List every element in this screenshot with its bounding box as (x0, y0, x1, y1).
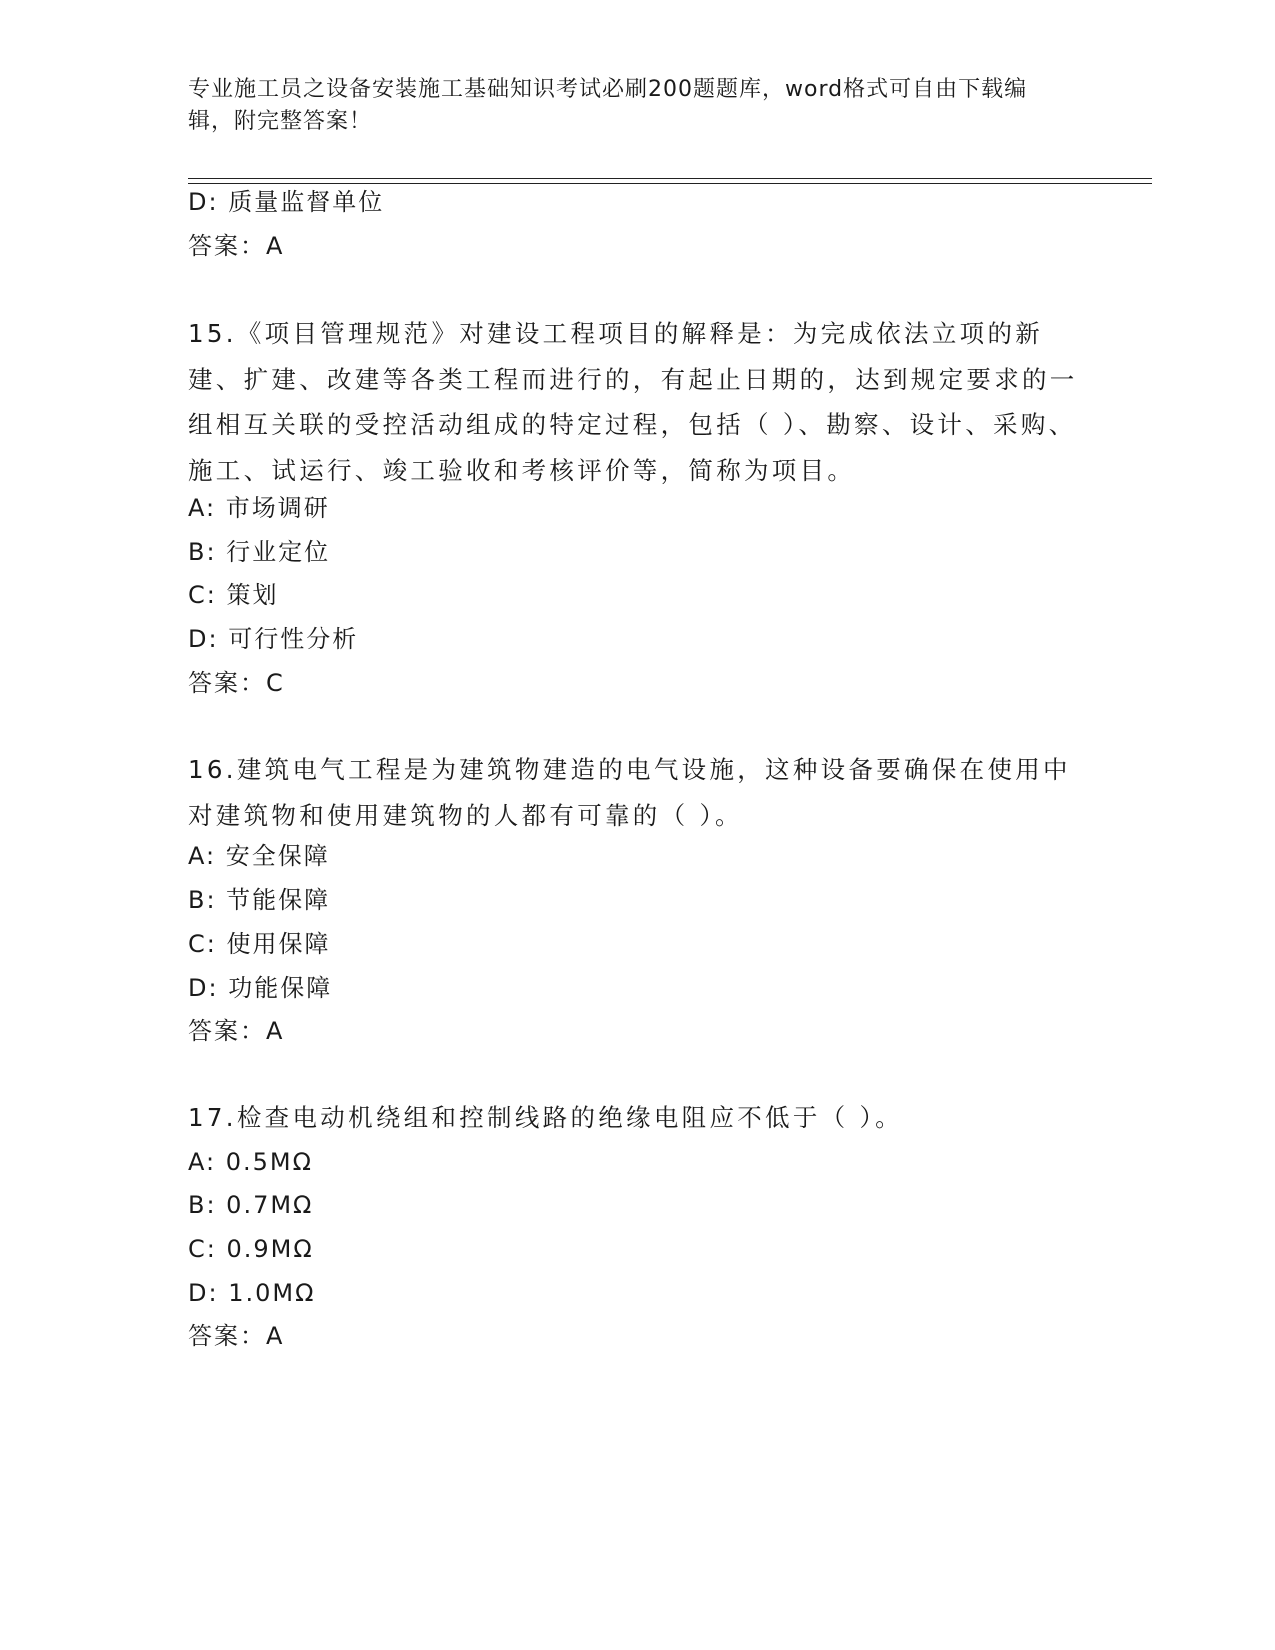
document-header: 专业施工员之设备安装施工基础知识考试必刷200题题库，word格式可自由下载编辑，附完整答案！ (188, 77, 1028, 134)
question-17-answer: 答案：A (188, 1322, 285, 1350)
header-divider-top (188, 178, 1152, 179)
question-15-stem: 15.《项目管理规范》对建设工程项目的解释是：为完成依法立项的新建、扩建、改建等各类工程而进行的，有起止日期的，达到规定要求的一组相互关联的受控活动组成的特定过程，包括（ ）、勘察、设计、采购、施工、试运行、竣工验收和考核评价等，简称为项目。 (188, 319, 1078, 485)
question-17-option-b: B: 0.7MΩ (188, 1191, 314, 1219)
option-d: D: 质量监督单位 (188, 188, 385, 216)
question-17-stem: 17.检查电动机绕组和控制线路的绝缘电阻应不低于（ ）。 (188, 1103, 903, 1132)
question-16-answer: 答案：A (188, 1017, 285, 1045)
question-15-option-c: C: 策划 (188, 581, 279, 609)
question-17-option-d: D: 1.0MΩ (188, 1279, 316, 1307)
question-17-option-c: C: 0.9MΩ (188, 1235, 314, 1263)
question-16-option-d: D: 功能保障 (188, 974, 333, 1002)
answer-label: 答案：A (188, 232, 285, 260)
question-17-option-a: A: 0.5MΩ (188, 1148, 313, 1176)
question-15-answer: 答案：C (188, 669, 285, 697)
question-16-option-c: C: 使用保障 (188, 930, 331, 958)
question-16-option-a: A: 安全保障 (188, 842, 330, 870)
question-16-stem: 16.建筑电气工程是为建筑物建造的电气设施，这种设备要确保在使用中对建筑物和使用建筑物的人都有可靠的（ ）。 (188, 755, 1071, 830)
question-16-option-b: B: 节能保障 (188, 886, 331, 914)
question-15-option-a: A: 市场调研 (188, 494, 330, 522)
question-15-option-d: D: 可行性分析 (188, 625, 359, 653)
header-divider-bottom (188, 183, 1152, 184)
question-15-option-b: B: 行业定位 (188, 538, 331, 566)
